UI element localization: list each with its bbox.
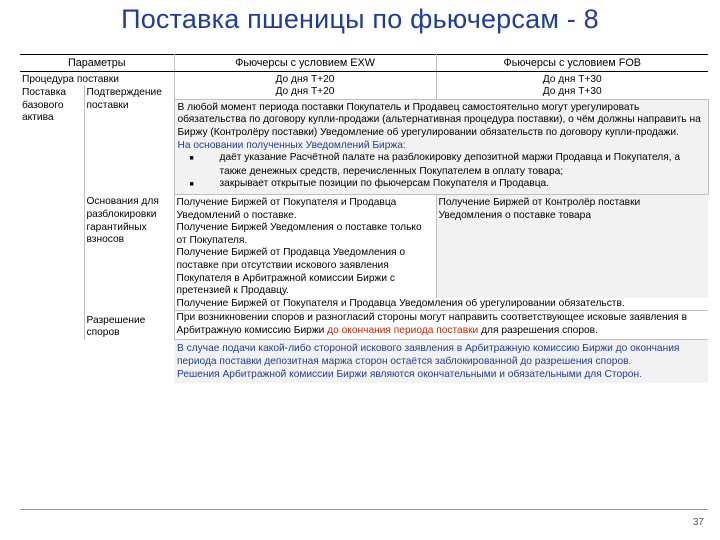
row-label-procedure: Процедура поставки	[20, 71, 174, 86]
disputes-note-1: В случае подачи какой-либо стороной искового заявления в Арбитражную комиссию Биржи до окончания периода поставки депозитная маржа сторон остаётся заблокированной до разрешения споров.	[177, 343, 680, 368]
disputes-note-2: Решения Арбитражной комиссии Биржи являются окончательными и обязательными для Сторон.	[177, 368, 642, 380]
table-header-row	[20, 55, 708, 72]
unblock-exw-1: Получение Биржей от Покупателя и Продавца Уведомлений о поставке.	[176, 196, 397, 221]
cell-disputes	[174, 311, 708, 340]
header-exw: Фьючерсы с условием EXW	[174, 55, 436, 72]
delivery-bullet-2	[178, 178, 705, 192]
cell-procedure-exw: До дня Т+20	[174, 71, 436, 86]
disputes-text-before: При возникновении споров и разногласий стороны могут направить соответствующее исковые заявления в Арбитражную комиссию Биржи	[176, 312, 688, 336]
unblock-exw-2: Получение Биржей Уведомления о поставке только от Покупателя.	[176, 222, 422, 246]
unblock-fob-1: Получение Биржей от Контролёр поставки Уведомления о поставке товара	[438, 196, 641, 221]
cell-delivery-fob: До дня Т+30	[542, 86, 602, 98]
table-row	[20, 340, 708, 383]
table-row	[20, 194, 708, 297]
page-number: 37	[692, 517, 704, 528]
delivery-terms-table	[20, 54, 709, 383]
delivery-combined-text: В любой момент периода поставки Покупатель и Продавец самостоятельно могут урегулировать обязательства по договору купли-продажи (альтернативная процедура поставки), о чём должны направить на Биржу (Контролёру поставки) Уведомление об урегулировании обязательств по договору купли-продажи.	[177, 101, 701, 138]
header-params: Параметры	[20, 55, 174, 72]
disputes-text-after: для разрешения споров.	[481, 324, 598, 336]
table-row	[20, 71, 708, 86]
delivery-bullet-2-text: закрывает открытые позиции по фьючерсам Покупателя и Продавца.	[219, 178, 550, 190]
table-row	[20, 311, 708, 340]
delivery-bullet-1	[178, 152, 705, 178]
cell-unblock-exw	[174, 194, 436, 297]
square-bullet-icon: ■	[189, 155, 194, 163]
delivery-basis-intro: На основании полученных Уведомлений Биржа:	[177, 139, 406, 151]
unblock-exw-3: Получение Биржей от Продавца Уведомления о поставке при отсутствии искового заявления Покупателя в Арбитражной комиссии Биржи с претензией к Продавцу.	[176, 247, 406, 297]
row-label-unblock: Основания для разблокировки гарантийных взносов	[84, 194, 174, 310]
slide-title: Поставка пшеницы по фьючерсам - 8	[121, 4, 599, 34]
row-label-confirmation: Подтверждение поставки	[84, 86, 174, 194]
cell-unblock-fob	[436, 194, 708, 297]
cell-delivery-combined	[174, 99, 708, 194]
row-label-delivery: Поставка базового актива	[20, 86, 84, 340]
cell-unblock-combined: Получение Биржей от Покупателя и Продавца Уведомления об урегулировании обязательств.	[174, 298, 708, 311]
cell-disputes-notes	[174, 340, 708, 383]
table-row	[20, 86, 708, 99]
footer-divider	[20, 509, 708, 510]
cell-delivery-exw: До дня Т+20	[174, 86, 436, 99]
header-fob: Фьючерсы с условием FOB	[436, 55, 708, 72]
disputes-text-highlight: до окончания периода поставки	[327, 324, 479, 336]
square-bullet-icon: ■	[189, 181, 194, 189]
cell-procedure-fob: До дня Т+30	[542, 73, 602, 85]
delivery-bullet-1-text: даёт указание Расчётной палате на разблокировку депозитной маржи Продавца и Покупателя, а также денежных средств, перечисленных Покупателем в оплату товара;	[219, 152, 681, 177]
row-label-disputes: Разрешение споров	[84, 311, 174, 340]
